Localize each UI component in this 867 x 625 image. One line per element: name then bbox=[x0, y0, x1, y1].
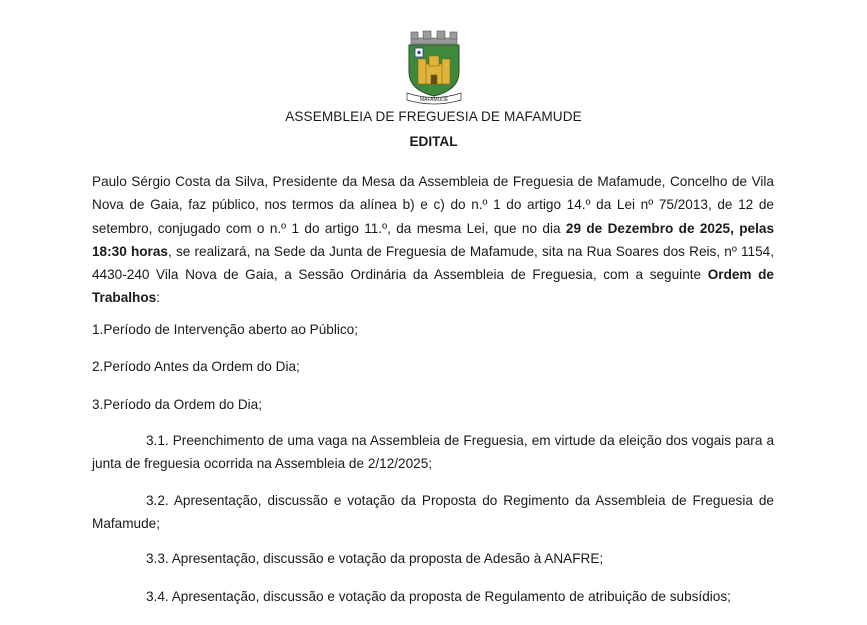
agenda-subitem-3-2: 3.2. Apresentação, discussão e votação da Proposta do Regimento da Assembleia de Freguesia de Mafamude; bbox=[92, 493, 774, 532]
agenda-subitem-3-4: 3.4. Apresentação, discussão e votação da proposta de Regulamento de atribuição de subsídios; bbox=[146, 589, 731, 604]
intro-text-2: , se realizará, na Sede da Junta de Freguesia de Mafamude, sita na Rua Soares dos Reis, nº 1154, 4430-240 Vila Nova de Gaia, a Sessão Ordinária da Assembleia de Freguesia, com a seguinte bbox=[92, 243, 775, 283]
intro-text-1: Paulo Sérgio Costa da Silva, Presidente da Mesa da Assembleia de Freguesia de Mafamude, Concelho de Vila Nova de Gaia, faz público, nos termos da alínea b) e c) do n.º 1 do artigo 14.º da Lei nº 75/2013, de 12 de setembro, conjugado com o n.º 1 do artigo 11.º, da mesma Lei, que no dia bbox=[92, 174, 774, 236]
agenda-item-2: 2.Período Antes da Ordem do Dia; bbox=[92, 359, 300, 374]
svg-text:MAFAMUDE: MAFAMUDE bbox=[419, 97, 449, 103]
mural-crown bbox=[411, 31, 457, 44]
agenda-subitem-3-3: 3.3. Apresentação, discussão e votação da proposta de Adesão à ANAFRE; bbox=[146, 551, 604, 566]
intro-text-3: : bbox=[156, 290, 160, 306]
agenda-item-1: 1.Período de Intervenção aberto ao Público; bbox=[92, 322, 359, 337]
castle bbox=[418, 56, 450, 84]
agenda-label: Ordem de Trabalhos bbox=[92, 267, 774, 306]
organization-title: ASSEMBLEIA DE FREGUESIA DE MAFAMUDE bbox=[285, 109, 582, 124]
agenda-item-3: 3.Período da Ordem do Dia; bbox=[92, 397, 263, 412]
agenda-subitem-3-1: 3.1. Preenchimento de uma vaga na Assembleia de Freguesia, em virtude da eleição dos vogais para a junta de freguesia ocorrida na Assembleia de 2/12/2025; bbox=[92, 433, 774, 472]
document-title: EDITAL bbox=[409, 134, 458, 149]
meeting-date: 29 de Dezembro de 2025, pelas 18:30 horas bbox=[92, 220, 775, 259]
coat-of-arms-logo bbox=[403, 30, 465, 105]
intro-paragraph bbox=[92, 170, 774, 310]
